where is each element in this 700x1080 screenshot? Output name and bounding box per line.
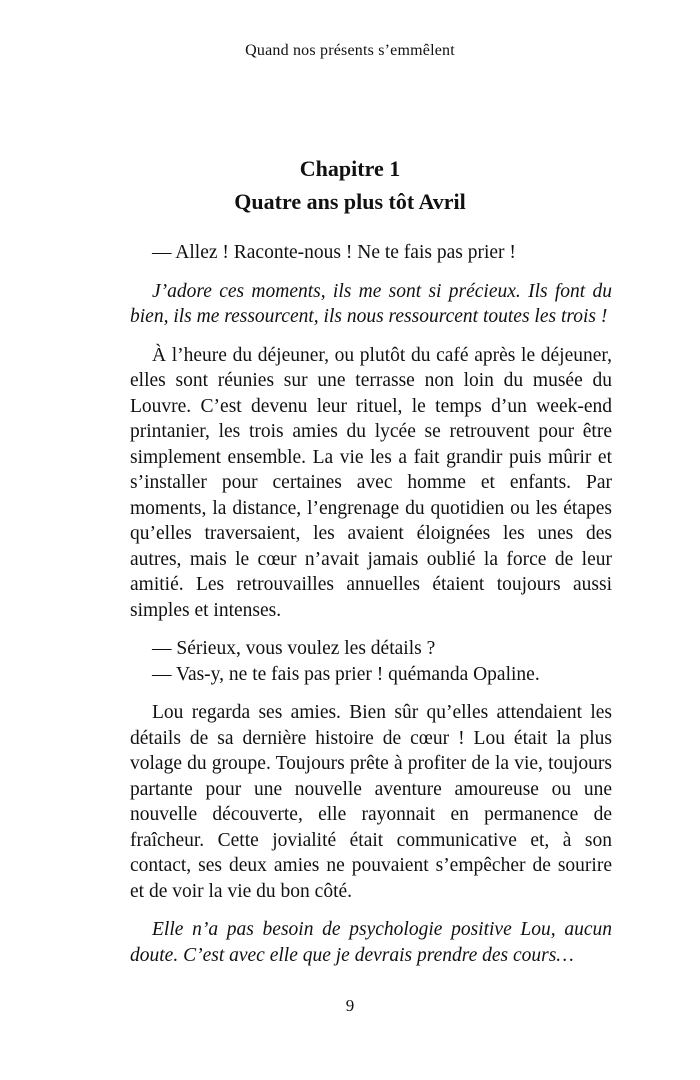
inner-thought-paragraph: Elle n’a pas besoin de psychologie positive Lou, aucun doute. C’est avec elle que je devrais prendre des cours… xyxy=(130,919,612,966)
chapter-number: Chapitre 1 xyxy=(299,156,401,181)
page-number: 9 xyxy=(345,996,355,1015)
running-header: Quand nos présents s’emmêlent xyxy=(245,42,455,59)
dialogue-line: — Allez ! Raconte-nous ! Ne te fais pas prier ! xyxy=(152,242,516,263)
chapter-heading xyxy=(0,152,700,218)
chapter-subtitle: Quatre ans plus tôt Avril xyxy=(234,189,466,214)
dialogue-line: — Vas-y, ne te fais pas prier ! quémanda Opaline. xyxy=(152,663,540,685)
narrative-paragraph: Lou regarda ses amies. Bien sûr qu’elles attendaient les détails de sa dernière histoire de cœur ! Lou était la plus volage du groupe. Toujours prête à profiter de la vie, toujours partante pour une nouvelle aventure amoureuse ou une nouvelle découverte, elle rayonnait en permanence de fraîcheur. Cette jovialité était communicative et, à son contact, ses deux amies ne pouvaient s’empêcher de sourire et de voir la vie du bon côté. xyxy=(130,702,612,902)
inner-thought-paragraph: J’adore ces moments, ils me sont si précieux. Ils font du bien, ils me ressourcent, ils nous ressourcent toutes les trois ! xyxy=(130,280,612,327)
dialogue-line: — Sérieux, vous voulez les détails ? xyxy=(152,638,436,659)
chapter-body xyxy=(130,240,612,968)
narrative-paragraph: À l’heure du déjeuner, ou plutôt du café après le déjeuner, elles sont réunies sur une terrasse non loin du musée du Louvre. C’est devenu leur rituel, le temps d’un week-end printanier, les trois amies du lycée se retrouvent pour être simplement ensemble. La vie les a fait grandir puis mûrir et s’installer pour certaines avec homme et enfants. Par moments, la distance, l’engrenage du quotidien ou les étapes qu’elles traversaient, les avaient éloignées les unes des autres, mais le cœur n’avait jamais oublié la force de leur amitié. Les retrouvailles annuelles étaient toujours aussi simples et intenses. xyxy=(130,344,612,621)
